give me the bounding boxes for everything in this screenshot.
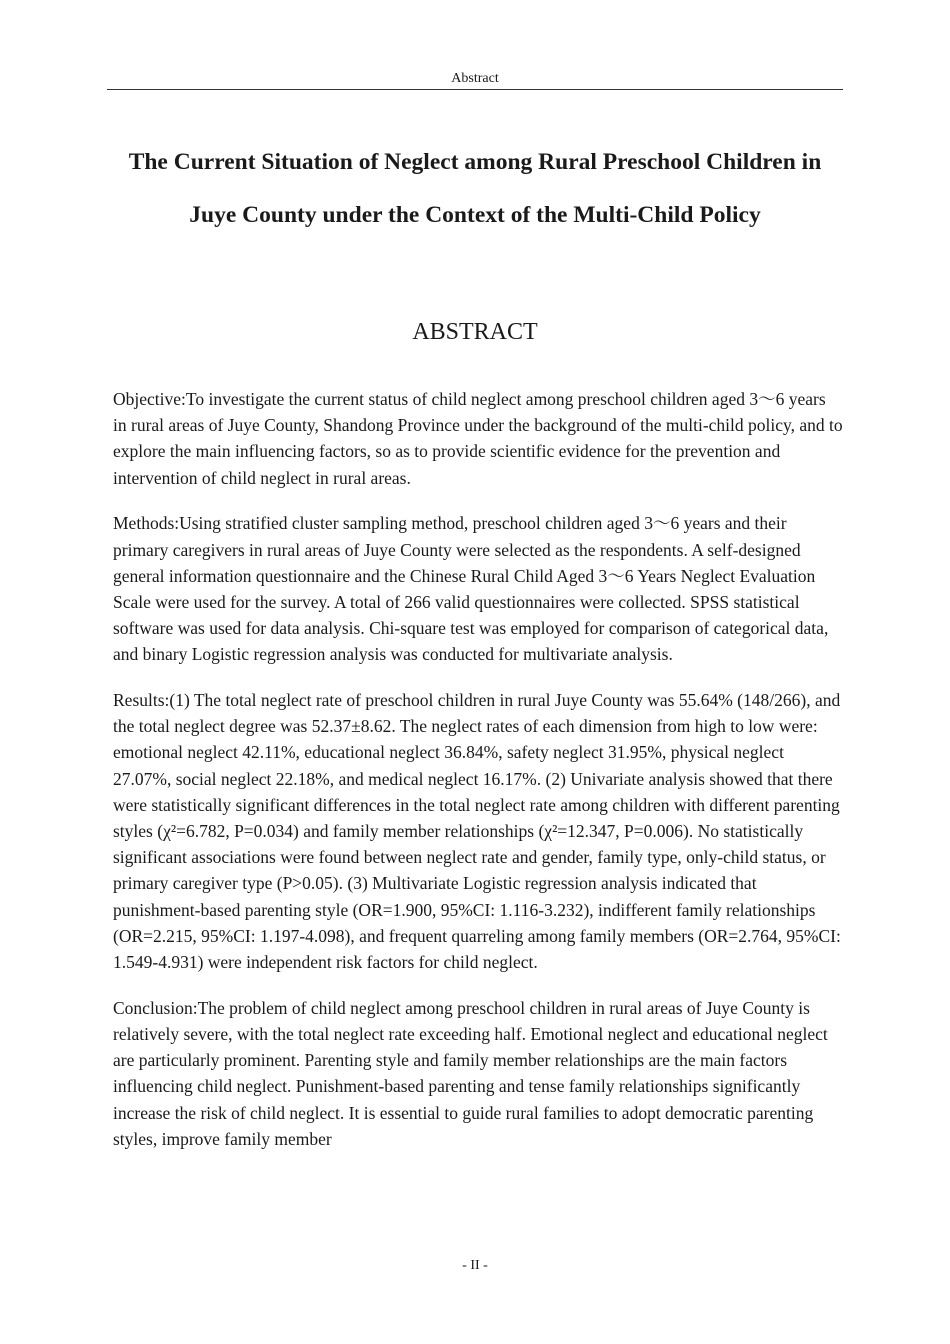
document-title: The Current Situation of Neglect among Rural Preschool Children in Juye County under the Context of the Multi-Child Policy [128,149,822,228]
results-paragraph: Results:(1) The total neglect rate of preschool children in rural Juye County was 55.64% (148/266), and the total neglect degree was 52.37±8.62. The neglect rates of each dimension from high to low were: emotional neglect 42.11%, educational neglect 36.84%, safety neglect 31.95%, physical neglect 27.07%, social neglect 22.18%, and medical neglect 16.17%. (2) Univariate analysis showed that there were statistically significant differences in the total neglect rate among children with different parenting styles (χ²=6.782, P=0.034) and family member relationships (χ²=12.347, P=0.006). No statistically significant associations were found between neglect rate and gender, family type, only-child status, or primary caregiver type (P>0.05). (3) Multivariate Logistic regression analysis indicated that punishment-based parenting style (OR=1.900, 95%CI: 1.116-3.232), indifferent family relationships (OR=2.215, 95%CI: 1.197-4.098), and frequent quarreling among family members (OR=2.764, 95%CI: 1.549-4.931) were independent risk factors for child neglect. [113,690,841,973]
page-number: - II - [462,1258,488,1273]
objective-paragraph: Objective:To investigate the current status of child neglect among preschool children aged 3～6 years in rural areas of Juye County, Shandong Province under the background of the multi-child policy, and to explore the main influencing factors, so as to provide scientific evidence for the prevention and intervention of child neglect in rural areas. [113,389,843,488]
abstract-heading: ABSTRACT [412,319,538,345]
running-header: Abstract [107,70,843,90]
abstract-body [113,386,843,1171]
conclusion-paragraph: Conclusion:The problem of child neglect among preschool children in rural areas of Juye County is relatively severe, with the total neglect rate exceeding half. Emotional neglect and educational neglect are particularly prominent. Parenting style and family member relationships are the main factors influencing child neglect. Punishment-based parenting and tense family relationships significantly increase the risk of child neglect. It is essential to guide rural families to adopt democratic parenting styles, improve family member [113,997,828,1149]
methods-paragraph: Methods:Using stratified cluster sampling method, preschool children aged 3～6 years and their primary caregivers in rural areas of Juye County were selected as the respondents. A self-designed general information questionnaire and the Chinese Rural Child Aged 3～6 Years Neglect Evaluation Scale were used for the survey. A total of 266 valid questionnaires were collected. SPSS statistical software was used for data analysis. Chi-square test was employed for comparison of categorical data, and binary Logistic regression analysis was conducted for multivariate analysis. [113,513,829,665]
